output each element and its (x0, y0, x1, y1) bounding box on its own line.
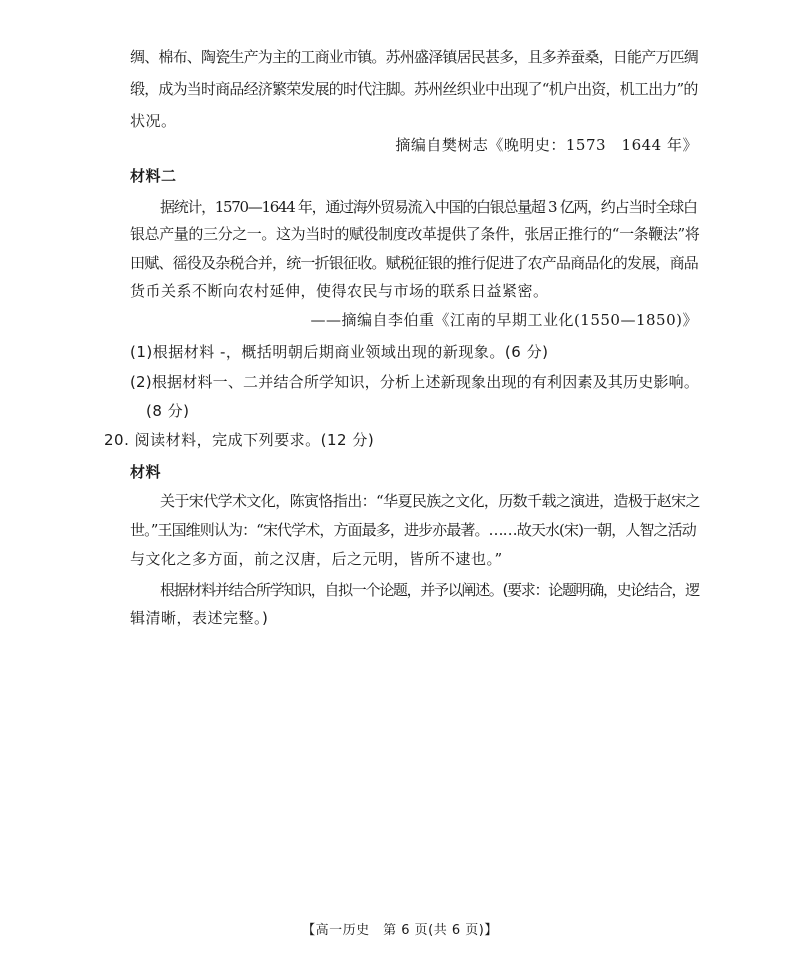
q20-material-line3: 与文化之多方面，前之汉唐，后之元明，皆所不逮也。” (130, 550, 503, 568)
q20-task-line2: 辑清晰，表述完整。) (130, 609, 269, 627)
page-footer: 【高一历史 第 6 页(共 6 页)】 (302, 923, 498, 938)
q20-task-line1: 根据材料并结合所学知识，自拟一个论题，并予以阐述。(要求：论题明确，史论结合，逻 (160, 581, 699, 599)
material1-line1: 绸、棉布、陶瓷生产为主的工商业市镇。苏州盛泽镇居民甚多，且多养蚕桑，日能产万匹绸 (130, 48, 699, 66)
q20-material-heading: 材料 (130, 463, 162, 481)
material2-line4: 货币关系不断向农村延伸，使得农民与市场的联系日益紧密。 (130, 282, 549, 300)
material2-line2: 银总产量的三分之一。这为当时的赋役制度改革提供了条件，张居正推行的“一条鞭法”将 (130, 225, 700, 243)
q20-material-line2: 世。”王国维则认为：“宋代学术，方面最多，进步亦最著。……故天水(宋)一朝，人智之活动 (130, 521, 696, 539)
q19-sub1: (1)根据材料 -，概括明朝后期商业领域出现的新现象。(6 分) (130, 343, 549, 361)
q20-material-line1: 关于宋代学术文化，陈寅恪指出：“华夏民族之文化，历数千载之演进，造极于赵宋之 (160, 492, 700, 510)
material2-source: ——摘编自李伯重《江南的早期工业化(1550—1850)》 (310, 311, 698, 329)
material1-line3: 状况。 (130, 112, 177, 130)
material2-heading: 材料二 (130, 167, 177, 185)
material2-line1: 据统计，1570—1644 年，通过海外贸易流入中国的白银总量超 3 亿两，约占当时全球白 (160, 198, 697, 216)
material2-line3: 田赋、徭役及杂税合并，统一折银征收。赋税征银的推行促进了农产品商品化的发展，商品 (130, 254, 699, 272)
q19-sub2-line2: (8 分) (146, 402, 190, 420)
material1-source: 摘编自樊树志《晚明史：1573 1644 年》 (395, 136, 698, 154)
q19-sub2-line1: (2)根据材料一、二并结合所学知识，分析上述新现象出现的有利因素及其历史影响。 (130, 373, 700, 391)
q20-title: 20. 阅读材料，完成下列要求。(12 分) (104, 431, 375, 449)
material1-line2: 缎，成为当时商品经济繁荣发展的时代注脚。苏州丝织业中出现了“机户出资，机工出力”的 (130, 80, 698, 98)
